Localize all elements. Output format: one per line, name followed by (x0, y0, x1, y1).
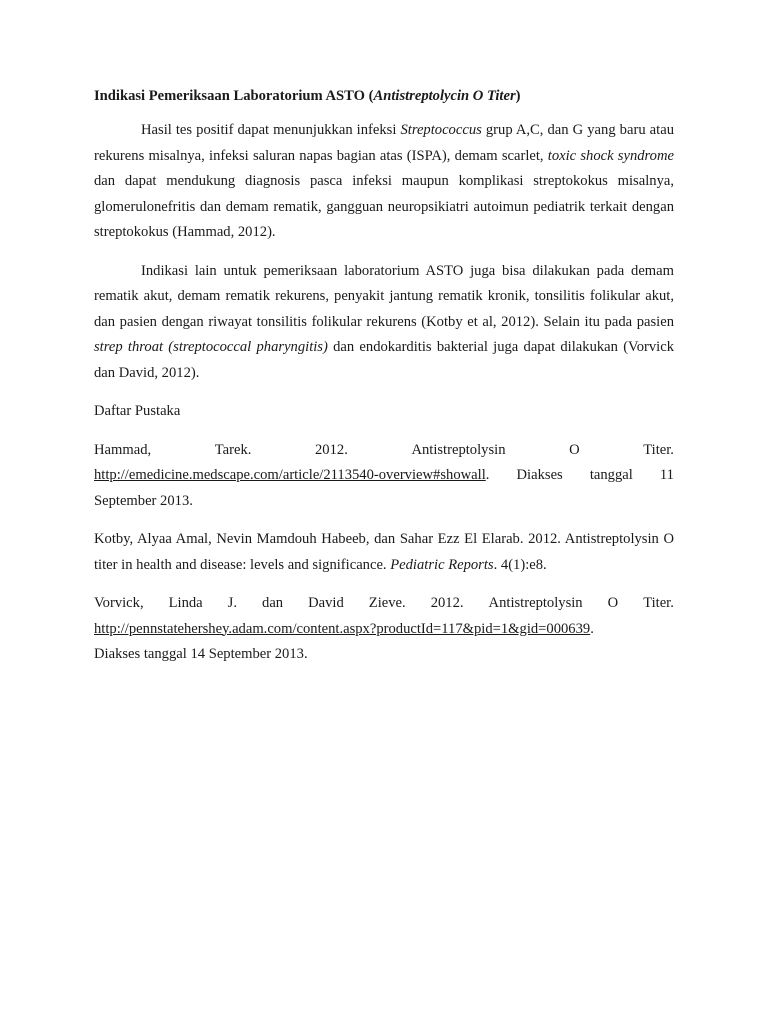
reference-word: Tarek. (214, 441, 252, 458)
reference-word: tanggal (589, 467, 633, 483)
reference-link-hammad[interactable]: http://emedicine.medscape.com/article/2113540-overview#showall (94, 467, 486, 483)
reference-word: David (308, 595, 344, 611)
reference-word: Zieve. (368, 595, 406, 611)
reference-word: Diakses (516, 467, 563, 483)
paragraph-italic: toxic shock syndrome (547, 147, 674, 164)
reference-line (94, 617, 674, 643)
paragraph-text: Indikasi lain untuk pemeriksaan laboratorium ASTO juga bisa dilakukan pada demam rematik akut, demam rematik rekurens, penyakit jantung rematik kronik, tonsilitis folikular akut, dan pasien dengan riwayat tonsilitis folikular rekurens (Kotby et al, 2012). Selain itu pada pasien (94, 262, 674, 330)
title-tail: ) (515, 88, 521, 104)
reference-word: dan (262, 595, 284, 611)
paragraph-text: Hasil tes positif dapat menunjukkan infeksi (141, 122, 401, 138)
paragraph-text: dan endokarditis bakterial juga dapat dilakukan (Vorvick dan David, 2012). (94, 339, 674, 381)
reference-word: Titer. (643, 595, 674, 611)
reference-hammad (94, 438, 674, 515)
reference-word: Antistreptolysin (488, 595, 583, 611)
reference-punct: . (485, 467, 490, 483)
reference-line: September 2013. (94, 492, 193, 509)
reference-vorvick (94, 591, 674, 668)
reference-word: J. (227, 595, 237, 611)
paragraph-text: grup A,C, dan G yang baru atau rekurens misalnya, infeksi saluran napas bagian atas (ISPA), demam scarlet, (94, 122, 674, 164)
reference-line: Diakses tanggal 14 September 2013. (94, 646, 308, 662)
reference-word: 2012. (315, 441, 348, 458)
document-page (94, 84, 674, 681)
reference-word: O (569, 441, 580, 458)
reference-word: Antistreptolysin (411, 441, 506, 458)
bibliography-heading: Daftar Pustaka (94, 403, 181, 419)
paragraph-italic: Streptococcus (400, 122, 482, 138)
document-title (94, 84, 674, 108)
reference-word: Linda (168, 595, 203, 611)
reference-line (94, 438, 674, 464)
reference-word: 11 (659, 467, 674, 483)
reference-link-vorvick[interactable]: http://pennstatehershey.adam.com/content.aspx?productId=117&pid=1&gid=000639 (94, 620, 591, 637)
reference-text: Kotby, Alyaa Amal, Nevin Mamdouh Habeeb, dan Sahar Ezz El Elarab. 2012. Antistreptolysin O titer in health and disease: levels and significance. (94, 531, 674, 573)
reference-word: Titer. (643, 441, 674, 458)
reference-text: . 4(1):e8. (493, 556, 547, 573)
paragraph-italic: strep throat (streptococcal pharyngitis) (94, 339, 328, 355)
title-text: Indikasi Pemeriksaan Laboratorium ASTO ( (94, 88, 374, 104)
reference-word: Vorvick, (94, 595, 144, 611)
paragraph-positive-results (94, 118, 674, 246)
reference-word: O (607, 595, 619, 611)
reference-kotby (94, 527, 674, 578)
reference-line (94, 463, 674, 489)
paragraph-text: dan dapat mendukung diagnosis pasca infeksi maupun komplikasi streptokokus misalnya, glomerulonefritis dan demam rematik, gangguan neuropsikiatri autoimun pediatrik terkait dengan streptokokus (Hammad, 2012). (94, 173, 674, 240)
title-italic: Antistreptolycin O Titer (373, 88, 516, 104)
reference-line (94, 591, 674, 617)
reference-word: Hammad, (94, 441, 152, 458)
reference-journal: Pediatric Reports (390, 556, 494, 573)
paragraph-other-indications (94, 259, 674, 387)
reference-link-group (94, 463, 489, 489)
reference-word: 2012. (430, 595, 464, 611)
reference-punct: . (590, 620, 594, 637)
